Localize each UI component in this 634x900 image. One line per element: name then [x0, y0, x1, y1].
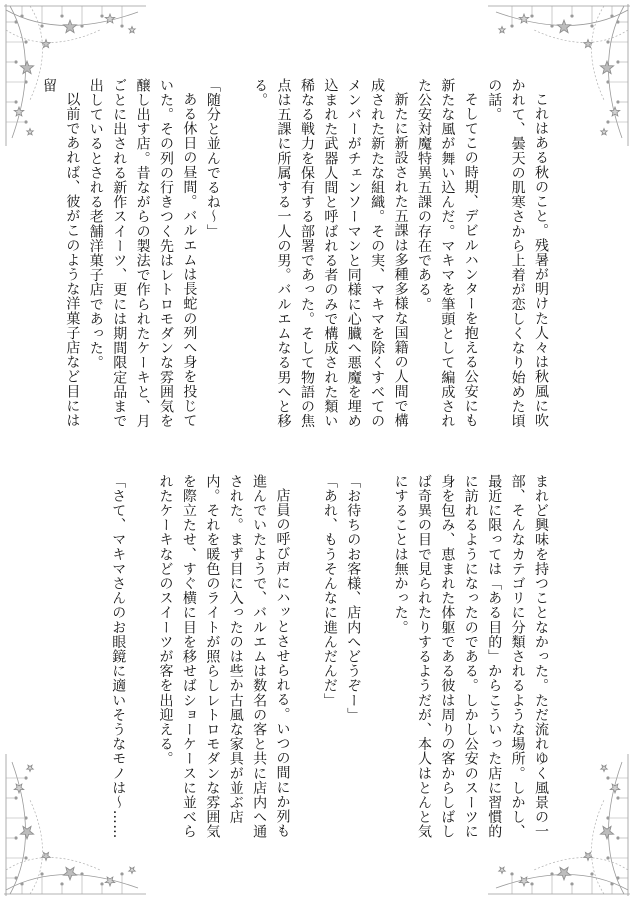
paragraph-continued: まれど興味を持つことなかった。ただ流れゆく風景の一部、そんなカテゴリに分類されるような場所。しかし、最近に限っては「ある目的」からこういった店に習慣的に訪れるようになったのである。しかし公安のスーツに身を包み、恵まれた体躯である彼は周りの客からしばしば奇異の目で見られたりするようだが、本人はとんと気にすることは無かった。	[392, 474, 549, 839]
text-tier-bottom	[82, 474, 552, 839]
text-tier-top	[40, 78, 552, 438]
dialogue-line: 「お待ちのお客様、店内へどうぞー」	[345, 474, 362, 723]
blank-line	[129, 474, 153, 839]
paragraph: 以前であれば、彼がこのような洋菓子店など目には留	[40, 78, 81, 428]
paragraph: そしてこの時期、デビルハンターを抱える公安にも新たな風が舞い込んだ。マキマを筆頭として編成された公安対魔特異五課の存在である。	[415, 78, 479, 429]
dialogue-line: 「あれ、もうそんなに進んだんだ」	[321, 474, 338, 708]
dialogue-line: 「さて、マキマさんのお眼鏡に適いそうなモノは〜……	[110, 474, 127, 839]
dialogue-line: 「随分と並んでるね〜」	[204, 78, 221, 239]
blank-line	[294, 474, 318, 839]
paragraph: これはある秋のこと。残暑が明けた人々は秋風に吹かれて、曇天の肌寒さから上着が恋しくなり始めた頃の話。	[486, 78, 549, 429]
paragraph: ある休日の昼間。バルエムは長蛇の列へ身を投じていた。その列の行きつく先はレトロモダンな雰囲気を醸し出す店。昔ながらの製法で作られたケーキと、月ごとに出される新作スイーツ、更には期間限定品まで出しているとされる老舗洋菓子店であった。	[87, 78, 198, 429]
blank-line	[364, 474, 388, 839]
paragraph: 新たに新設された五課は多種多様な国籍の人間で構成された新たな組織。その実、マキマを除くすべてのメンバーがチェンソーマンと同様に心臓へ悪魔を埋め込まれた武器人間と呼ばれる者のみで構成された類い稀なる戦力を保有する部署であった。そして物語の焦点は五課に所属する一人の男。バルエムなる男へと移る。	[252, 78, 409, 429]
paragraph: 店員の呼び声にハッとさせられる。いつの間にか列も進んでいたようで、バルエムは数名の客と共に店内へ通された。まず目に入ったのは些か古風な家具が並ぶ店内。それを暖色のライトが照らしレトロモダンな雰囲気を際立たせ、すぐ横に目を移せばショーケースに並べられたケーキなどのスイーツが客を出迎える。	[157, 474, 291, 839]
blank-line	[224, 78, 248, 438]
